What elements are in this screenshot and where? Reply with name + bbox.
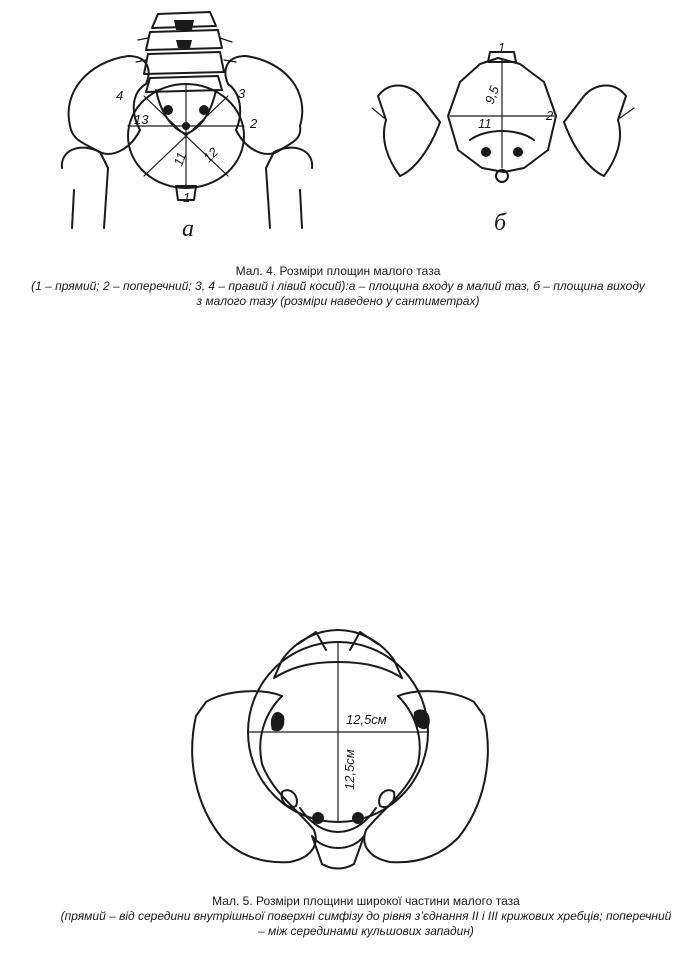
label-b-1: 1 [498, 40, 506, 55]
left-ischium [378, 85, 440, 176]
label-5-transverse: 12,5см [346, 712, 387, 727]
label-a-12: 12 [200, 144, 221, 166]
label-b-11: 11 [478, 116, 492, 131]
figure4-caption-title: Мал. 4. Розміри площин малого таза [235, 264, 441, 278]
label-a-4: 4 [116, 88, 124, 103]
label-b-2: 2 [546, 108, 554, 123]
figure5-caption [60, 894, 672, 939]
figure4-caption-subtitle: (1 – прямий; 2 – поперечний; 3, 4 – правий і лівий косий):а – площина входу в малий таз, б – площина виходу з малого тазу (розміри наведено у сантиметрах) [31, 279, 645, 308]
left-femur [62, 148, 108, 228]
figure5-caption-subtitle: (прямий – від середини внутрішньої поверхні симфізу до рівня з’єднання II і III крижових хребців; поперечний – між серединами кульшових западин) [60, 909, 672, 938]
figure4b-drawing [372, 40, 634, 236]
label-5-direct: 12,5см [342, 749, 357, 790]
figure4a-drawing [62, 12, 312, 242]
label-a-3: 3 [238, 86, 246, 101]
lumbar-spine [136, 12, 236, 92]
label-a-13: 13 [134, 112, 149, 127]
left-hip-bone [192, 691, 316, 862]
right-femur [266, 148, 312, 228]
label-a-11: 11 [170, 150, 190, 169]
right-ischium [564, 85, 626, 176]
panel-letter-a: а [182, 216, 194, 242]
figure5-drawing [192, 630, 488, 869]
label-b-9-5: 9,5 [481, 83, 503, 106]
figure4-caption [28, 264, 648, 309]
label-a-1: 1 [183, 190, 191, 205]
panel-letter-b: б [494, 210, 507, 236]
right-iliac-wing [225, 56, 302, 154]
left-iliac-wing [69, 56, 149, 154]
label-a-2: 2 [250, 116, 258, 131]
figure5-caption-title: Мал. 5. Розміри площини широкої частини малого таза [212, 894, 520, 908]
